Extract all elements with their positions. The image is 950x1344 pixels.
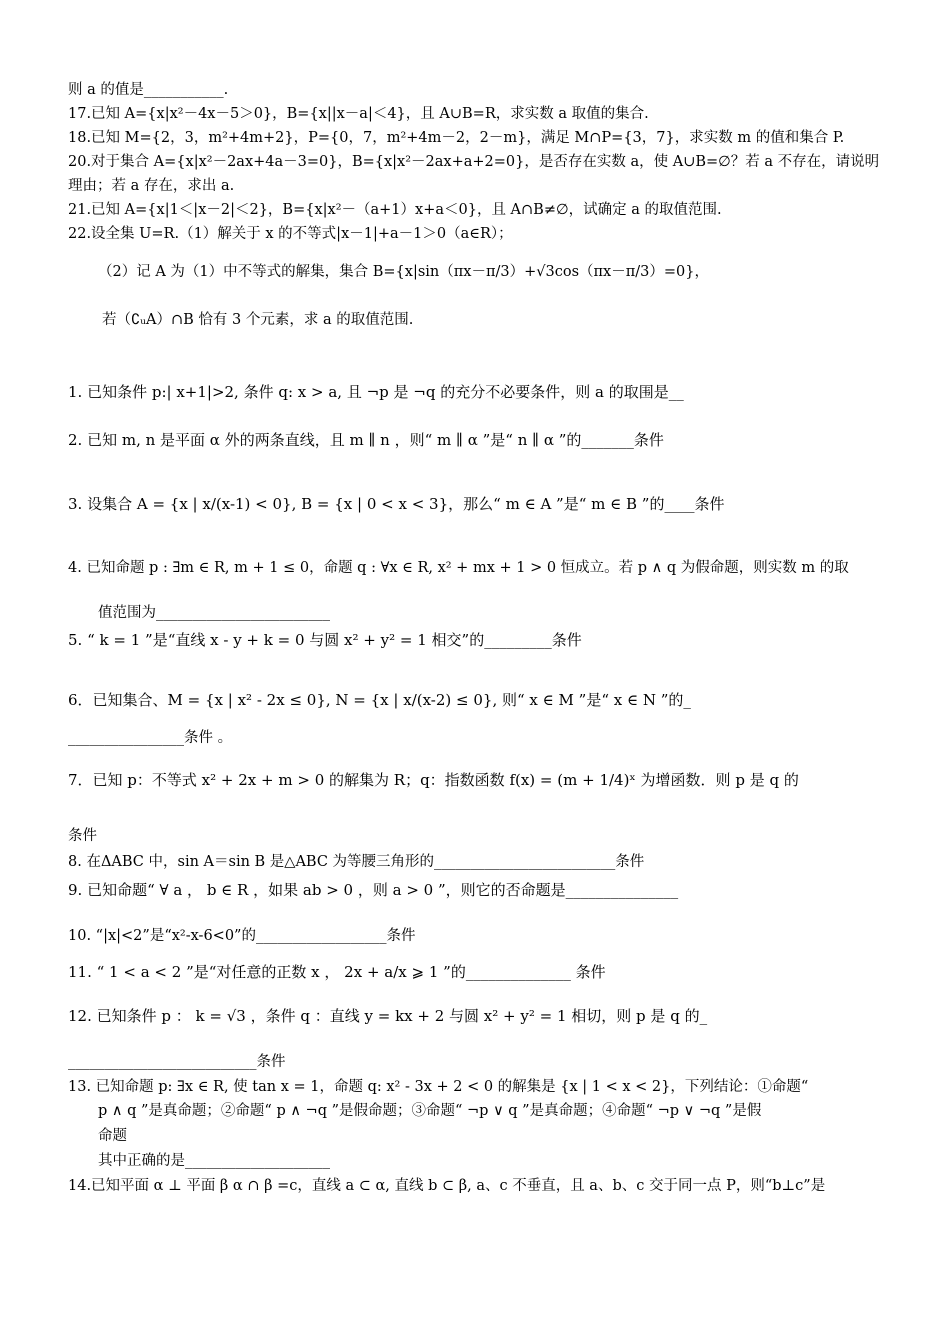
question-13-line4: 其中正确的是____________________	[98, 1153, 330, 1169]
question-13-line1: 13. 已知命题 p: ∃x ∈ R, 使 tan x = 1，命题 q: x² - 3x + 2 < 0 的解集是 {x | 1 < x < 2}，下列结论：①命题“	[68, 1079, 809, 1095]
question-7-line2: 条件	[68, 828, 97, 844]
question-2: 2. 已知 m, n 是平面 α 外的两条直线，且 m ∥ n ，则“ m ∥ α ”是“ n ∥ α ”的_______条件	[68, 431, 664, 449]
question-8: 8. 在ΔABC 中，sin A＝sin B 是△ABC 为等腰三角形的_________________________条件	[68, 854, 645, 870]
question-12-line2: __________________________条件	[68, 1054, 286, 1070]
question-10: 10. “|x|<2”是“x²-x-6<0”的__________________条件	[68, 928, 416, 944]
problem-22-line3: 若（∁ᵤA）∩B 恰有 3 个元素，求 a 的取值范围.	[102, 312, 414, 328]
problem-20-line2: 理由；若 a 存在，求出 a.	[68, 178, 235, 194]
problem-17: 17.已知 A={x|x²－4x－5＞0}，B={x||x－a|＜4}，且 A∪B=R，求实数 a 取值的集合.	[68, 106, 649, 122]
question-5: 5. “ k = 1 ”是“直线 x - y + k = 0 与圆 x² + y² = 1 相交”的_________条件	[68, 631, 582, 649]
problem-22-line2: （2）记 A 为（1）中不等式的解集，集合 B={x|sin（πx－π/3）+√3cos（πx－π/3）=0}，	[98, 264, 709, 280]
problem-22-line1: 22.设全集 U=R.（1）解关于 x 的不等式|x－1|+a－1＞0（a∈R）；	[68, 226, 513, 242]
question-6-line2: ________________条件 。	[68, 730, 233, 746]
problem-16-tail: 则 a 的值是___________.	[68, 82, 229, 98]
problem-20-line1: 20.对于集合 A={x|x²－2ax+4a－3=0}，B={x|x²－2ax+a+2=0}，是否存在实数 a，使 A∪B=∅？若 a 不存在，请说明	[68, 154, 880, 170]
question-12-line1: 12. 已知条件 p ： k = √3 ，条件 q ：直线 y = kx + 2 与圆 x² + y² = 1 相切，则 p 是 q 的_	[68, 1007, 708, 1025]
problem-18: 18.已知 M={2，3，m²+4m+2}，P={0，7，m²+4m－2，2－m}，满足 M∩P={3，7}，求实数 m 的值和集合 P.	[68, 130, 845, 146]
question-1: 1. 已知条件 p:| x+1|>2, 条件 q: x > a, 且 ¬p 是 ¬q 的充分不必要条件，则 a 的取围是__	[68, 383, 684, 401]
question-14: 14.已知平面 α ⊥ 平面 β α ∩ β =c，直线 a ⊂ α, 直线 b ⊂ β, a、c 不垂直，且 a、b、c 交于同一点 P，则“b⊥c”是	[68, 1178, 826, 1194]
question-7-line1: 7．已知 p：不等式 x² + 2x + m > 0 的解集为 R；q：指数函数 f(x) = (m + 1/4)ˣ 为增函数．则 p 是 q 的	[68, 771, 799, 789]
question-13-line3: 命题	[98, 1128, 127, 1144]
question-11: 11. “ 1 < a < 2 ”是“对任意的正数 x ， 2x + a/x ⩾ 1 ”的______________ 条件	[68, 963, 606, 981]
question-6-line1: 6．已知集合、M = {x | x² - 2x ≤ 0}, N = {x | x/(x-2) ≤ 0}, 则“ x ∈ M ”是“ x ∈ N ”的_	[68, 691, 691, 709]
question-9: 9. 已知命题“ ∀ a ， b ∈ R ，如果 ab > 0 ，则 a > 0 ”，则它的否命题是_______________	[68, 881, 679, 899]
question-4-line2: 值范围为________________________	[98, 605, 330, 621]
question-4-line1: 4. 已知命题 p : ∃m ∈ R, m + 1 ≤ 0，命题 q : ∀x ∈ R, x² + mx + 1 > 0 恒成立。若 p ∧ q 为假命题，则实数 m 的取	[68, 560, 849, 576]
question-3: 3. 设集合 A = {x | x/(x-1) < 0}, B = {x | 0 < x < 3}，那么“ m ∈ A ”是“ m ∈ B ”的____条件	[68, 495, 725, 513]
problem-21: 21.已知 A={x|1＜|x－2|＜2}，B={x|x²－（a+1）x+a＜0}，且 A∩B≠∅，试确定 a 的取值范围.	[68, 202, 722, 218]
question-13-line2: p ∧ q ”是真命题；②命题“ p ∧ ¬q ”是假命题；③命题“ ¬p ∨ q ”是真命题；④命题“ ¬p ∨ ¬q ”是假	[98, 1103, 762, 1119]
